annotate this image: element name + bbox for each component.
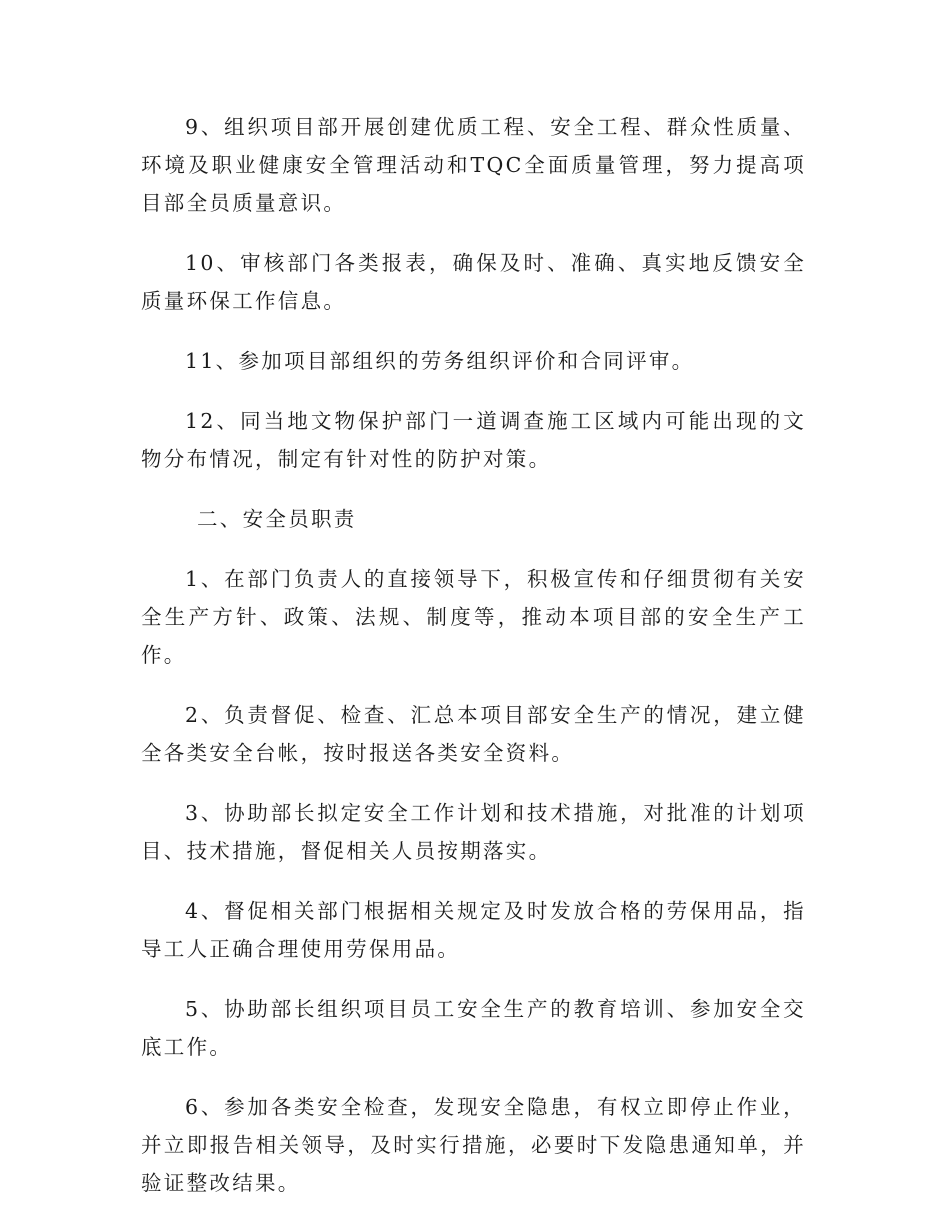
paragraph-item-10: 10、审核部门各类报表，确保及时、准确、真实地反馈安全质量环保工作信息。	[141, 251, 806, 313]
duty-item-1: 1、在部门负责人的直接领导下，积极宣传和仔细贯彻有关安全生产方针、政策、法规、制度等，推动本项目部的安全生产工作。	[141, 567, 806, 667]
duty-item-3: 3、协助部长拟定安全工作计划和技术措施，对批准的计划项目、技术措施，督促相关人员按期落实。	[141, 801, 806, 863]
duty-item-5: 5、协助部长组织项目员工安全生产的教育培训、参加安全交底工作。	[141, 997, 806, 1059]
duty-item-2: 2、负责督促、检查、汇总本项目部安全生产的情况，建立健全各类安全台帐，按时报送各类安全资料。	[141, 703, 806, 765]
paragraph-item-12: 12、同当地文物保护部门一道调查施工区域内可能出现的文物分布情况，制定有针对性的防护对策。	[141, 409, 806, 471]
section-heading: 二、安全员职责	[197, 507, 357, 531]
duty-item-4: 4、督促相关部门根据相关规定及时发放合格的劳保用品，指导工人正确合理使用劳保用品。	[141, 899, 806, 961]
document-body	[141, 108, 806, 1224]
paragraph-item-11: 11、参加项目部组织的劳务组织评价和合同评审。	[185, 349, 695, 373]
duty-item-6: 6、参加各类安全检查，发现安全隐患，有权立即停止作业，并立即报告相关领导，及时实行措施，必要时下发隐患通知单，并验证整改结果。	[141, 1095, 806, 1195]
paragraph-item-9: 9、组织项目部开展创建优质工程、安全工程、群众性质量、环境及职业健康安全管理活动和TQC全面质量管理，努力提高项目部全员质量意识。	[141, 115, 806, 215]
